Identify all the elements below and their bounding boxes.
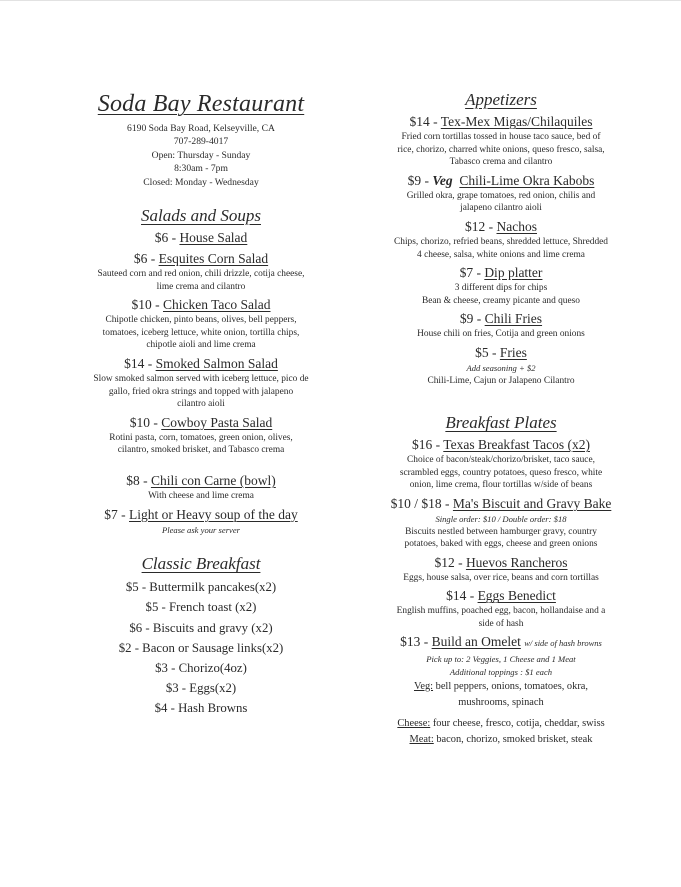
item-price: $10 / $18 — [390, 495, 442, 511]
item-description: cilantro aioli — [177, 399, 225, 410]
item-price: $12 — [434, 554, 455, 570]
item-name: Build an Omelet — [431, 634, 521, 650]
item-name: Chili-Lime Okra Kabobs — [459, 172, 595, 188]
menu-item-nachos: $12 - Nachos — [465, 218, 537, 234]
item-description: jalapeno cilantro aioli — [460, 203, 542, 214]
right-column — [356, 90, 646, 749]
menu-item-chicken-taco-salad: $10 - Chicken Taco Salad — [131, 297, 271, 313]
menu-item-okra-kabobs: $9 - Veg Chili-Lime Okra Kabobs — [407, 172, 595, 188]
item-description: House chili on fries, Cotija and green onions — [417, 329, 585, 340]
list-item: $2 - Bacon or Sausage links(x2) — [118, 640, 284, 655]
list-item: $3 - Eggs(x2) — [165, 681, 237, 696]
menu-item-fries: $5 - Fries — [475, 344, 527, 360]
page-top-border — [0, 0, 681, 1]
meat-label: Meat: — [409, 734, 434, 746]
menu-item-texas-breakfast-tacos: $16 - Texas Breakfast Tacos (x2) — [412, 437, 590, 453]
item-name: Chicken Taco Salad — [162, 297, 271, 313]
item-description: Chili-Lime, Cajun or Jalapeno Cilantro — [427, 375, 575, 386]
item-price: $16 — [412, 437, 433, 453]
item-description: English muffins, poached egg, bacon, hollandaise and a — [396, 606, 606, 617]
item-name: Cowboy Pasta Salad — [161, 414, 273, 430]
item-description: Rotini pasta, corn, tomatoes, green onion, olives, — [109, 432, 293, 443]
item-description: Bean & cheese, creamy picante and queso — [421, 295, 580, 306]
item-price: $7 — [104, 506, 118, 522]
menu-item-dip-platter: $7 - Dip platter — [459, 265, 543, 281]
item-name: Eggs Benedict — [477, 588, 556, 604]
item-description: Grilled okra, grape tomatoes, red onion, chilis and — [406, 190, 596, 201]
item-note: Add seasoning + $2 — [466, 362, 536, 373]
menu-item-smoked-salmon-salad: $14 - Smoked Salmon Salad — [124, 356, 278, 371]
section-title-breakfast-plates: Breakfast Plates — [445, 413, 557, 433]
closed-days: Closed: Monday - Wednesday — [143, 176, 259, 188]
item-name: Light or Heavy soup of the day — [129, 506, 298, 522]
item-price: $5 — [475, 344, 489, 360]
list-item: $4 - Hash Browns — [154, 701, 248, 716]
item-price: $7 — [459, 265, 474, 281]
item-price: $14 — [409, 114, 430, 129]
item-price: $13 — [400, 634, 421, 650]
item-description: onion, lime crema, flour tortillas w/side of beans — [409, 480, 593, 491]
item-price: $10 — [131, 297, 152, 313]
menu-item-house-salad: $6 - House Salad — [154, 230, 248, 246]
item-name: Tex-Mex Migas/Chilaquiles — [440, 114, 593, 129]
omelet-cheese-options — [356, 716, 646, 733]
list-item: $3 - Chorizo(4oz) — [155, 660, 247, 675]
item-note: Single order: $10 / Double order: $18 — [435, 513, 567, 524]
item-description: scrambled eggs, country potatoes, queso fresco, white — [399, 467, 603, 478]
item-price: $12 — [465, 218, 486, 234]
cheese-label: Cheese: — [397, 717, 431, 729]
omelet-veg-options-cont: mushrooms, spinach — [458, 697, 544, 709]
item-note: Please ask your server — [161, 524, 241, 535]
item-name: Fries — [499, 344, 527, 360]
item-description: Choice of bacon/steak/chorizo/brisket, taco sauce, — [407, 455, 595, 466]
menu-item-eggs-benedict: $14 - Eggs Benedict — [446, 588, 556, 604]
menu-item-chili-con-carne: $8 - Chili con Carne (bowl) — [126, 472, 276, 488]
item-name: Chili Fries — [484, 311, 543, 327]
item-description: tomatoes, iceberg lettuce, white onion, tortilla chips, — [102, 327, 300, 338]
item-price: $8 — [126, 472, 140, 488]
item-name: Texas Breakfast Tacos (x2) — [443, 437, 590, 453]
item-description: rice, chorizo, charred white onions, queso fresco, salsa, — [397, 144, 605, 155]
list-item: $5 - Buttermilk pancakes(x2) — [125, 580, 277, 595]
item-inline-note: w/ side of hash browns — [524, 638, 602, 649]
item-description: cilantro, smoked brisket, and Tabasco crema — [117, 445, 285, 456]
restaurant-phone: 707-289-4017 — [173, 136, 229, 148]
item-description: Biscuits nestled between hamburger gravy, country — [405, 526, 597, 537]
item-price: $14 — [446, 588, 467, 604]
item-description: Chipotle chicken, pinto beans, olives, bell peppers, — [105, 315, 297, 326]
meat-list: bacon, chorizo, smoked brisket, steak — [433, 734, 593, 746]
veg-tag: Veg — [432, 172, 453, 188]
item-name: Dip platter — [484, 265, 543, 281]
item-description: lime crema and cilantro — [156, 281, 246, 292]
left-column — [72, 90, 330, 719]
list-item: $5 - French toast (x2) — [145, 600, 257, 615]
item-name: Chili con Carne (bowl) — [150, 472, 276, 488]
menu-item-huevos-rancheros: $12 - Huevos Rancheros — [434, 554, 568, 570]
item-price: $9 — [459, 311, 474, 327]
menu-item-chili-fries: $9 - Chili Fries — [459, 311, 543, 327]
item-description: Slow smoked salmon served with iceberg lettuce, pico de — [93, 374, 309, 384]
menu-item-cowboy-pasta-salad: $10 - Cowboy Pasta Salad — [129, 414, 273, 430]
item-description: Sauteed corn and red onion, chili drizzle, cotija cheese, — [97, 269, 305, 280]
item-price: $14 — [124, 356, 145, 371]
item-description: 3 different dips for chips — [454, 283, 548, 294]
classic-breakfast-list — [72, 577, 330, 718]
item-name: House Salad — [179, 230, 248, 246]
item-description: side of hash — [478, 618, 524, 629]
item-price: $10 — [129, 414, 150, 430]
item-name: Esquites Corn Salad — [158, 251, 269, 267]
menu-item-migas-chilaquiles: $14 - Tex-Mex Migas/Chilaquiles — [409, 114, 593, 129]
item-description: gallo, fried okra strings and topped with jalapeno — [108, 386, 294, 397]
hours-days: Open: Thursday - Sunday — [151, 149, 251, 161]
item-description: Fried corn tortillas tossed in house taco sauce, bed of — [401, 132, 601, 142]
veg-label: Veg: — [413, 680, 434, 692]
menu-item-biscuit-gravy-bake: $10 / $18 - Ma's Biscuit and Gravy Bake — [390, 495, 612, 511]
hours-time: 8:30am - 7pm — [174, 163, 228, 175]
menu-item-esquites-corn-salad: $6 - Esquites Corn Salad — [133, 251, 269, 267]
restaurant-name: Soda Bay Restaurant — [97, 91, 305, 117]
section-title-classic-breakfast: Classic Breakfast — [141, 554, 261, 574]
item-name: Smoked Salmon Salad — [155, 356, 278, 371]
item-description: Tabasco crema and cilantro — [449, 157, 553, 168]
cheese-list: four cheese, fresco, cotija, cheddar, swiss — [430, 717, 605, 729]
omelet-veg-options — [356, 679, 646, 696]
section-title-salads: Salads and Soups — [141, 206, 261, 226]
item-name: Huevos Rancheros — [465, 554, 568, 570]
veg-list: bell peppers, onions, tomatoes, okra, — [433, 680, 588, 692]
item-name: Ma's Biscuit and Gravy Bake — [452, 495, 612, 511]
item-description: Chips, chorizo, refried beans, shredded lettuce, Shredded — [394, 236, 608, 247]
menu-item-soup-of-the-day: $7 - Light or Heavy soup of the day — [104, 506, 298, 522]
item-price: $9 — [407, 172, 422, 188]
item-price: $6 — [133, 251, 148, 267]
section-title-appetizers: Appetizers — [465, 90, 537, 109]
item-description: 4 cheese, salsa, white onions and lime crema — [417, 249, 585, 260]
item-note: Pick up to: 2 Veggies, 1 Cheese and 1 Meat — [426, 654, 576, 665]
restaurant-address: 6190 Soda Bay Road, Kelseyville, CA — [127, 123, 275, 134]
item-description: With cheese and lime crema — [148, 490, 254, 501]
item-description: Eggs, house salsa, over rice, beans and corn tortillas — [403, 572, 599, 583]
list-item: $6 - Biscuits and gravy (x2) — [129, 620, 273, 635]
item-name: Nachos — [496, 218, 537, 234]
item-price: $6 — [154, 230, 169, 246]
item-note: Additional toppings : $1 each — [449, 667, 553, 678]
menu-item-build-an-omelet: $13 - Build an Omelet w/ side of hash browns — [400, 634, 602, 650]
omelet-meat-options — [356, 732, 646, 749]
item-description: chipotle aioli and lime crema — [146, 340, 256, 351]
item-description: potatoes, baked with eggs, cheese and green onions — [404, 539, 598, 550]
